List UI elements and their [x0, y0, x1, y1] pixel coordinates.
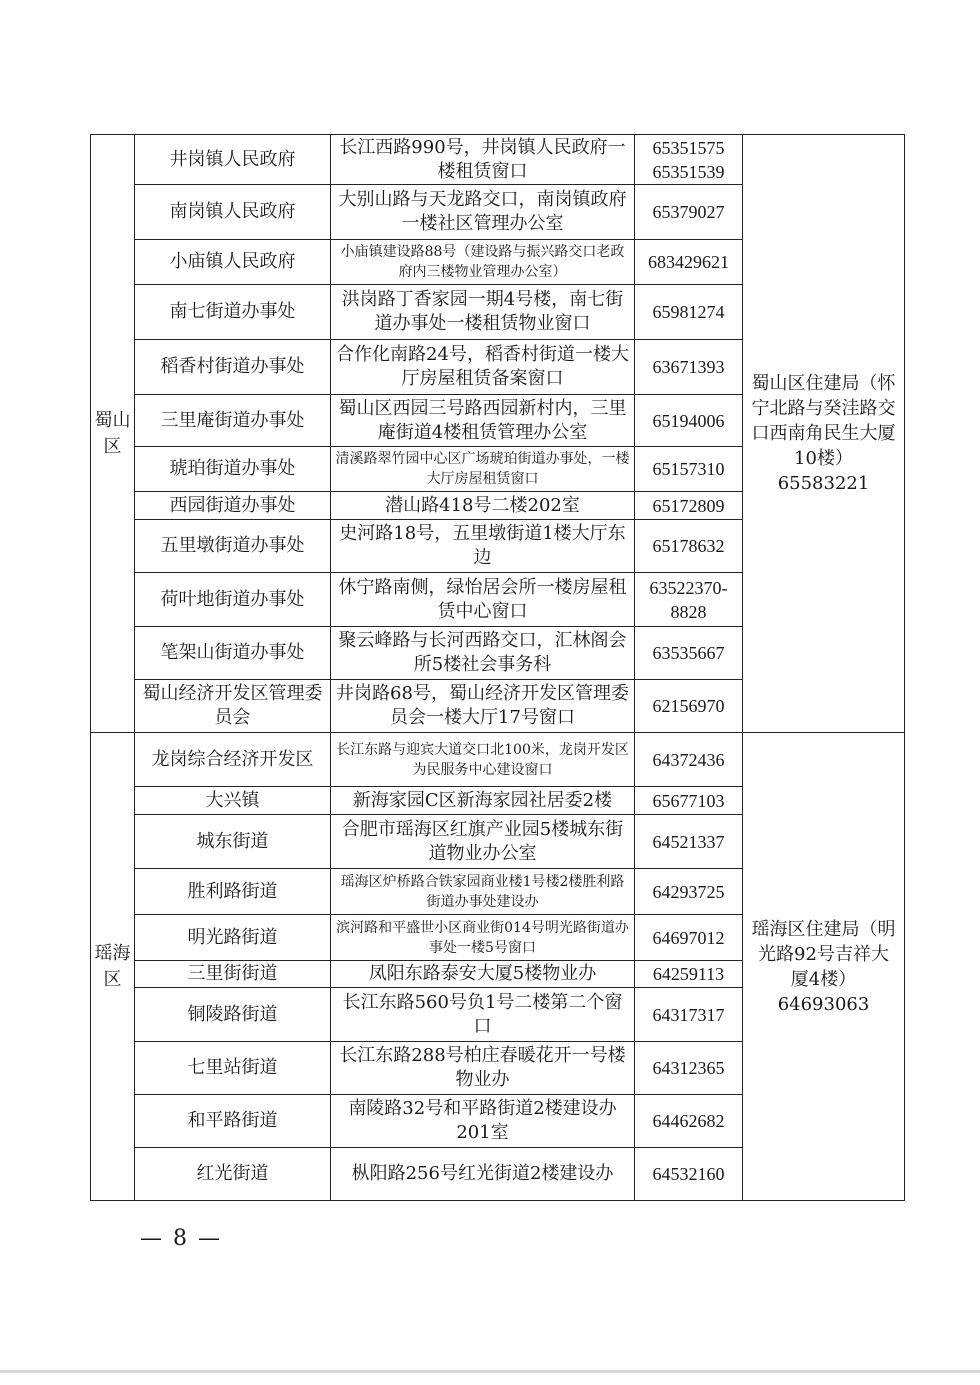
phone-cell: 63522370-8828: [635, 573, 743, 627]
unit-cell: 红光街道: [135, 1148, 331, 1201]
address-cell: 长江东路与迎宾大道交口北100米，龙岗开发区为民服务中心建设窗口: [331, 733, 635, 787]
table-row: [91, 733, 905, 787]
unit-cell: 七里站街道: [135, 1042, 331, 1095]
unit-cell: 井岗镇人民政府: [135, 135, 331, 185]
address-cell: 蜀山区西园三号路西园新村内，三里庵街道4楼租赁管理办公室: [331, 395, 635, 447]
unit-cell: 琥珀街道办事处: [135, 447, 331, 492]
housing-rental-office-table: [90, 134, 905, 1201]
bureau-cell: 蜀山区住建局（怀宁北路与癸洼路交口西南角民生大厦10楼）65583221: [743, 135, 905, 733]
address-cell: 长江东路560号负1号二楼第二个窗口: [331, 988, 635, 1042]
address-cell: 聚云峰路与长河西路交口，汇林阁会所5楼社会事务科: [331, 627, 635, 680]
phone-cell: 65157310: [635, 447, 743, 492]
phone-cell: 64259113: [635, 961, 743, 988]
phone-cell: 65379027: [635, 185, 743, 240]
phone-cell: 683429621: [635, 240, 743, 285]
unit-cell: 三里街街道: [135, 961, 331, 988]
unit-cell: 小庙镇人民政府: [135, 240, 331, 285]
address-cell: 枞阳路256号红光街道2楼建设办: [331, 1148, 635, 1201]
phone-cell: 64521337: [635, 815, 743, 869]
address-cell: 南陵路32号和平路街道2楼建设办201室: [331, 1095, 635, 1148]
table-row: [91, 135, 905, 185]
address-cell: 大别山路与天龙路交口，南岗镇政府一楼社区管理办公室: [331, 185, 635, 240]
address-cell: 合肥市瑶海区红旗产业园5楼城东街道物业办公室: [331, 815, 635, 869]
unit-cell: 笔架山街道办事处: [135, 627, 331, 680]
page-number: — 8 —: [140, 1226, 222, 1251]
unit-cell: 铜陵路街道: [135, 988, 331, 1042]
phone-cell: 65351575 65351539: [635, 135, 743, 185]
address-cell: 井岗路68号，蜀山经济开发区管理委员会一楼大厅17号窗口: [331, 680, 635, 733]
unit-cell: 三里庵街道办事处: [135, 395, 331, 447]
address-cell: 小庙镇建设路88号（建设路与振兴路交口老政府内三楼物业管理办公室）: [331, 240, 635, 285]
phone-cell: 62156970: [635, 680, 743, 733]
phone-cell: 64372436: [635, 733, 743, 787]
phone-cell: 65981274: [635, 285, 743, 340]
address-cell: 休宁路南侧，绿怡居会所一楼房屋租赁中心窗口: [331, 573, 635, 627]
phone-cell: 64312365: [635, 1042, 743, 1095]
address-cell: 长江东路288号柏庄春暖花开一号楼物业办: [331, 1042, 635, 1095]
address-cell: 潜山路418号二楼202室: [331, 492, 635, 520]
address-cell: 凤阳东路泰安大厦5楼物业办: [331, 961, 635, 988]
unit-cell: 稻香村街道办事处: [135, 340, 331, 395]
address-cell: 长江西路990号，井岗镇人民政府一楼租赁窗口: [331, 135, 635, 185]
unit-cell: 蜀山经济开发区管理委员会: [135, 680, 331, 733]
phone-cell: 64532160: [635, 1148, 743, 1201]
address-cell: 瑶海区炉桥路合铁家园商业楼1号楼2楼胜利路街道办事处建设办: [331, 869, 635, 915]
phone-cell: 63535667: [635, 627, 743, 680]
unit-cell: 龙岗综合经济开发区: [135, 733, 331, 787]
phone-cell: 64293725: [635, 869, 743, 915]
unit-cell: 南七街道办事处: [135, 285, 331, 340]
phone-cell: 64462682: [635, 1095, 743, 1148]
unit-cell: 五里墩街道办事处: [135, 520, 331, 573]
address-cell: 史河路18号，五里墩街道1楼大厅东边: [331, 520, 635, 573]
district-cell: 蜀山区: [91, 135, 135, 733]
unit-cell: 城东街道: [135, 815, 331, 869]
address-cell: 滨河路和平盛世小区商业街014号明光路街道办事处一楼5号窗口: [331, 915, 635, 961]
address-cell: 新海家园C区新海家园社居委2楼: [331, 787, 635, 815]
address-cell: 清溪路翠竹园中心区广场琥珀街道办事处，一楼大厅房屋租赁窗口: [331, 447, 635, 492]
address-cell: 合作化南路24号，稻香村街道一楼大厅房屋租赁备案窗口: [331, 340, 635, 395]
unit-cell: 和平路街道: [135, 1095, 331, 1148]
phone-cell: 64317317: [635, 988, 743, 1042]
unit-cell: 荷叶地街道办事处: [135, 573, 331, 627]
phone-cell: 65677103: [635, 787, 743, 815]
unit-cell: 胜利路街道: [135, 869, 331, 915]
phone-cell: 65178632: [635, 520, 743, 573]
unit-cell: 西园街道办事处: [135, 492, 331, 520]
bureau-cell: 瑶海区住建局（明光路92号吉祥大厦4楼）64693063: [743, 733, 905, 1201]
phone-cell: 64697012: [635, 915, 743, 961]
phone-cell: 65172809: [635, 492, 743, 520]
address-cell: 洪岗路丁香家园一期4号楼，南七街道办事处一楼租赁物业窗口: [331, 285, 635, 340]
phone-cell: 63671393: [635, 340, 743, 395]
unit-cell: 大兴镇: [135, 787, 331, 815]
page-bottom-rule: [0, 1370, 980, 1373]
district-cell: 瑶海区: [91, 733, 135, 1201]
unit-cell: 南岗镇人民政府: [135, 185, 331, 240]
unit-cell: 明光路街道: [135, 915, 331, 961]
phone-cell: 65194006: [635, 395, 743, 447]
